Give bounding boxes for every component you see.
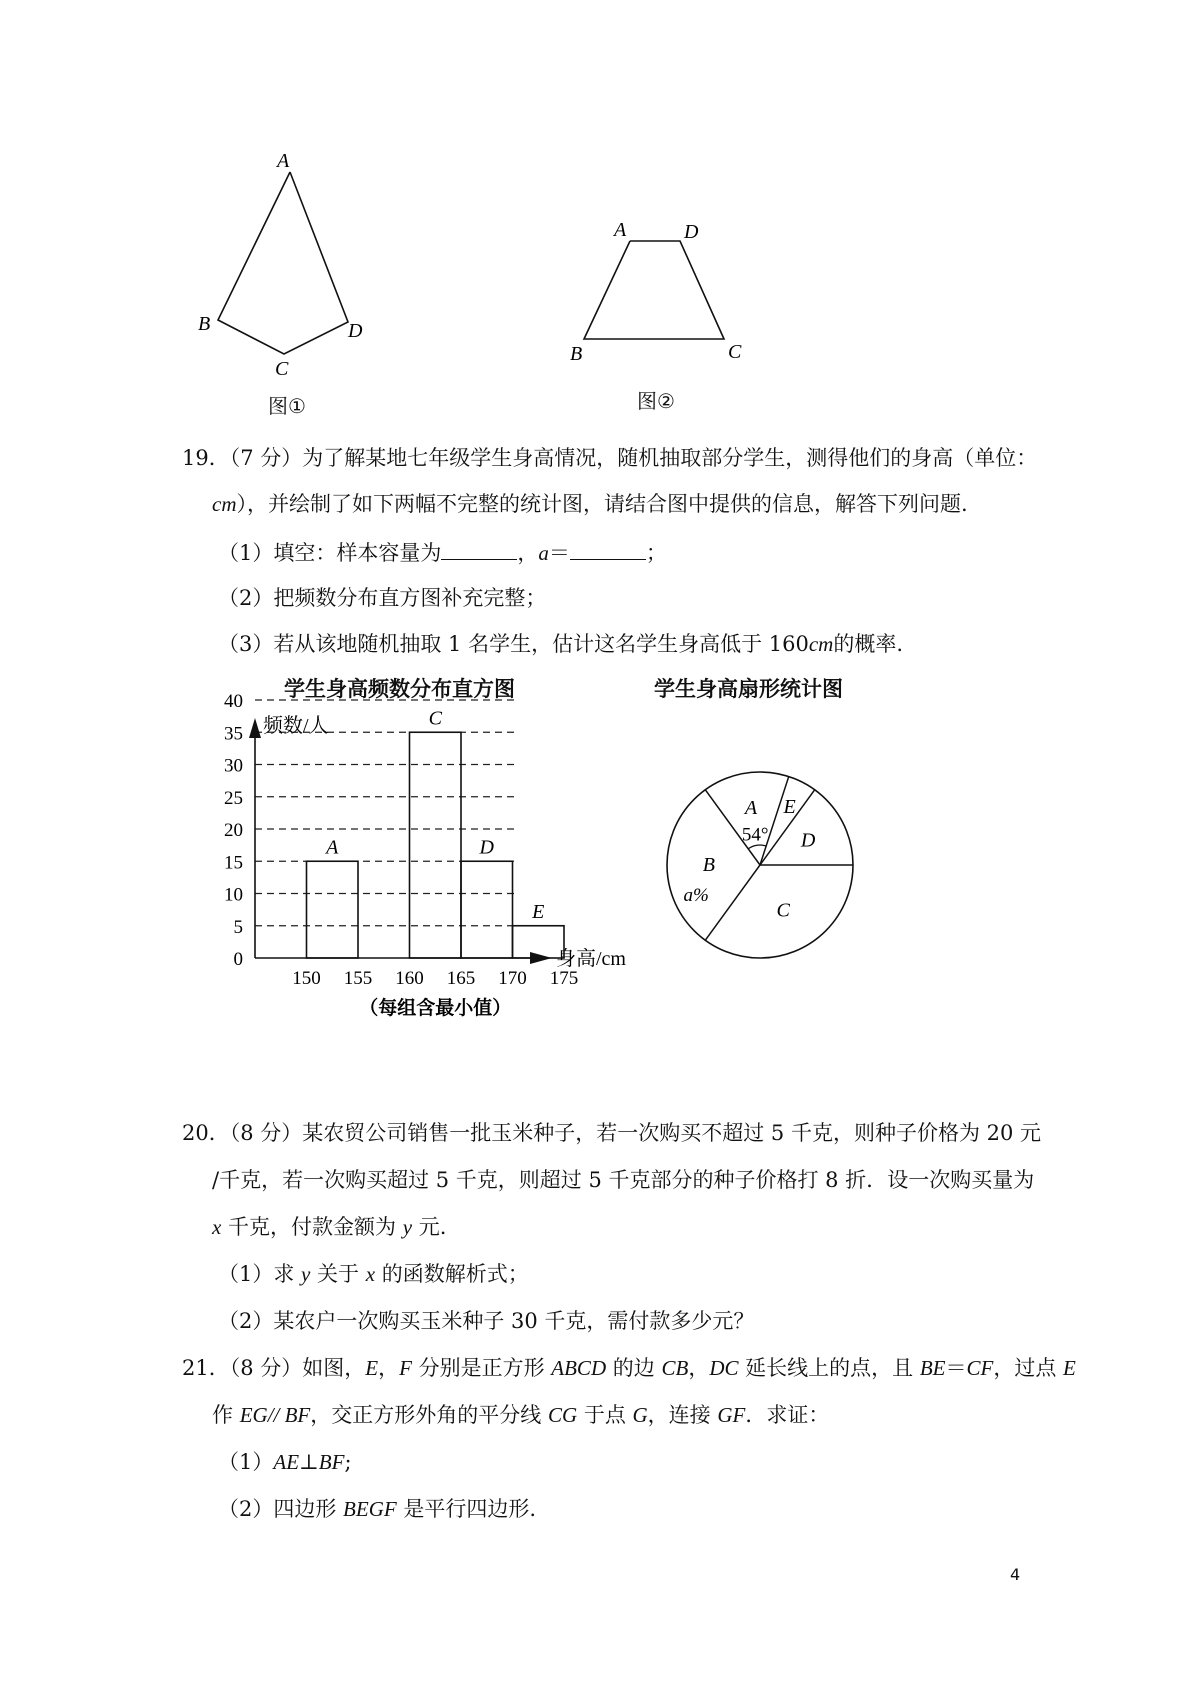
q21-l1-comma: ， (378, 1356, 400, 1380)
y-tick-label: 0 (233, 949, 243, 970)
x-tick-label: 175 (549, 968, 579, 989)
q20-line-2 (212, 1170, 1034, 1191)
q20-line-1 (182, 1123, 1041, 1144)
q21-l2-gf: GF (717, 1403, 746, 1427)
q21-l1-a: 21．（8 分）如图， (182, 1356, 366, 1380)
y-tick-label: 10 (224, 884, 243, 906)
y-tick-label: 20 (224, 820, 243, 841)
sample-size-blank[interactable] (441, 541, 517, 560)
histogram-bar-a (307, 861, 359, 958)
q21-sub-1 (218, 1452, 352, 1473)
y-axis-label: 频数/人 (263, 715, 329, 737)
q21-l1-d: ， (688, 1356, 710, 1380)
q21-line-2 (212, 1405, 829, 1426)
q20-sub1-b: 关于 (310, 1262, 366, 1286)
bar-label-a: A (326, 836, 339, 859)
q21-l1-cb: CB (661, 1356, 689, 1380)
q21-line-1 (182, 1358, 1076, 1379)
pie-label-c: C (776, 899, 790, 922)
q21-l2-cg: CG (547, 1403, 578, 1427)
q21-l1-c: 的边 (606, 1356, 662, 1380)
pie-boundary (705, 865, 760, 940)
q21-l2-b: ，交正方形外角的平分线 (310, 1403, 548, 1427)
q19-sub1-prefix: （1）填空：样本容量为 (218, 541, 442, 565)
pie-annotation-a: 54° (741, 824, 769, 846)
q20-sub-1 (218, 1264, 529, 1285)
q21-s1-perp: ⊥ (299, 1450, 319, 1474)
figure-2-label: 图② (637, 389, 675, 413)
q21-s2-begf: BEGF (343, 1497, 397, 1521)
q21-l1-e-text: 延长线上的点，且 (738, 1356, 920, 1380)
q19-sub-1 (218, 541, 667, 564)
y-tick-label: 40 (224, 691, 243, 712)
y-axis-arrow (249, 718, 261, 738)
histogram-chart (200, 691, 700, 1110)
q21-l1-dc: DC (709, 1356, 739, 1380)
q19-line-2 (212, 494, 968, 515)
histogram-note: （每组含最小值） (359, 998, 512, 1019)
q21-l2-e: ．求证： (745, 1403, 830, 1427)
q21-l2-eg: EG (239, 1403, 268, 1427)
x-tick-label: 165 (446, 968, 476, 989)
q20-var-x: x (212, 1215, 222, 1239)
q20-sub1-x: x (365, 1262, 376, 1286)
q21-s1-end: ; (344, 1450, 352, 1474)
fig2-point-b: B (570, 343, 583, 365)
y-tick-label: 35 (224, 723, 243, 745)
bar-label-c: C (428, 707, 442, 730)
fig1-point-d: D (348, 320, 363, 342)
q21-l1-cf: CF (966, 1356, 994, 1380)
y-tick-label: 5 (233, 916, 243, 938)
bar-label-d: D (479, 836, 494, 859)
y-tick-label: 30 (224, 755, 243, 777)
q21-l2-c: 于点 (577, 1403, 633, 1427)
q21-l1-b: 分别是正方形 (411, 1356, 552, 1380)
q20-text-1: 20．（8 分）某农贸公司销售一批玉米种子，若一次购买不超过 5 千克，则种子价格为 20 元 (182, 1121, 1042, 1145)
fig2-point-a: A (614, 219, 627, 241)
q20-sub-2 (218, 1311, 754, 1332)
pie-title: 学生身高扇形统计图 (654, 677, 843, 701)
q19-sub3-end: 的概率. (833, 632, 904, 656)
pie-label-e: E (783, 795, 796, 818)
q19-var-a: a (538, 541, 549, 565)
q21-l2-par: // (267, 1403, 285, 1427)
q19-sub1-end: ； (645, 541, 667, 565)
histogram-bar-d (461, 861, 513, 958)
q21-l1-abcd: ABCD (551, 1356, 607, 1380)
q19-sub1-eq: ＝ (548, 541, 570, 565)
q19-sub1-mid: ， (517, 541, 539, 565)
y-tick-label: 15 (224, 852, 243, 874)
q21-l2-bf: BF (284, 1403, 311, 1427)
q21-s2-a: （2）四边形 (218, 1497, 344, 1521)
q21-s1-bf: BF (318, 1450, 345, 1474)
q21-l1-f-text: ，过点 (993, 1356, 1064, 1380)
pie-chart (640, 745, 880, 985)
histogram-title: 学生身高频数分布直方图 (284, 677, 515, 701)
q19-line-1 (182, 448, 1037, 469)
q20-text-3: 千克，付款金额为 (221, 1215, 403, 1239)
q21-l1-e2: E (1063, 1356, 1076, 1380)
fig1-point-c: C (275, 358, 289, 380)
q20-var-y: y (402, 1215, 413, 1239)
q19-text-2: ），并绘制了如下两幅不完整的统计图，请结合图中提供的信息，解答下列问题. (236, 492, 968, 516)
q19-sub3-prefix: （3）若从该地随机抽取 1 名学生，估计这名学生身高低于 160 (218, 632, 809, 656)
figure-2-trapezoid (560, 215, 760, 365)
q19-text-1: 19．（7 分）为了解某地七年级学生身高情况，随机抽取部分学生，测得他们的身高（单位： (182, 446, 1038, 470)
q19-sub3-unit: cm (808, 632, 834, 656)
pie-annotation-b: a% (683, 885, 709, 906)
q20-sub1-y: y (301, 1262, 311, 1286)
q20-sub1-c: 的函数解析式； (375, 1262, 529, 1286)
q19-sub-2 (218, 588, 546, 609)
pie-label-b: B (702, 854, 715, 876)
x-axis-label: 身高/cm (556, 948, 626, 970)
q21-l2-g: G (632, 1403, 648, 1427)
q20-line-3 (212, 1217, 446, 1238)
figure-1-kite (190, 150, 390, 390)
histogram-bar-c (410, 732, 462, 958)
q19-unit-cm: cm (212, 492, 237, 516)
y-tick-label: 25 (224, 787, 243, 809)
q20-text-2: /千克，若一次购买超过 5 千克，则超过 5 千克部分的种子价格打 8 折．设一次购买量为 (212, 1168, 1035, 1192)
q21-l2-d: ，连接 (647, 1403, 718, 1427)
q19-sub-3 (218, 634, 903, 655)
x-tick-label: 170 (498, 968, 527, 989)
x-tick-label: 160 (395, 968, 424, 989)
fig2-point-c: C (728, 341, 742, 363)
q21-l1-f: F (399, 1356, 412, 1380)
bar-label-e: E (532, 900, 545, 923)
q20-text-3-end: 元. (412, 1215, 447, 1239)
fig1-point-a: A (277, 150, 290, 172)
x-tick-label: 155 (343, 968, 373, 989)
fig1-point-b: B (198, 313, 211, 335)
pie-boundary (760, 777, 789, 865)
figure-1-label: 图① (268, 394, 306, 418)
q21-s1-a: （1） (218, 1450, 274, 1474)
q21-s2-end: 是平行四边形. (396, 1497, 537, 1521)
page-number: 4 (1010, 1565, 1021, 1584)
q20-sub2-text: （2）某农户一次购买玉米种子 30 千克，需付款多少元？ (218, 1309, 755, 1333)
a-value-blank[interactable] (570, 541, 646, 560)
q19-sub2-text: （2）把频数分布直方图补充完整； (218, 586, 547, 610)
q21-l1-eq: ＝ (945, 1356, 967, 1380)
q21-l1-be: BE (919, 1356, 946, 1380)
pie-label-d: D (800, 829, 816, 852)
q21-s1-ae: AE (273, 1450, 300, 1474)
pie-label-a: A (744, 797, 758, 820)
q21-l1-e: E (365, 1356, 379, 1380)
q21-l2-a: 作 (212, 1403, 240, 1427)
x-tick-label: 150 (292, 968, 321, 989)
q21-sub-2 (218, 1499, 536, 1520)
q20-sub1-a: （1）求 (218, 1262, 302, 1286)
fig2-point-d: D (684, 221, 699, 243)
